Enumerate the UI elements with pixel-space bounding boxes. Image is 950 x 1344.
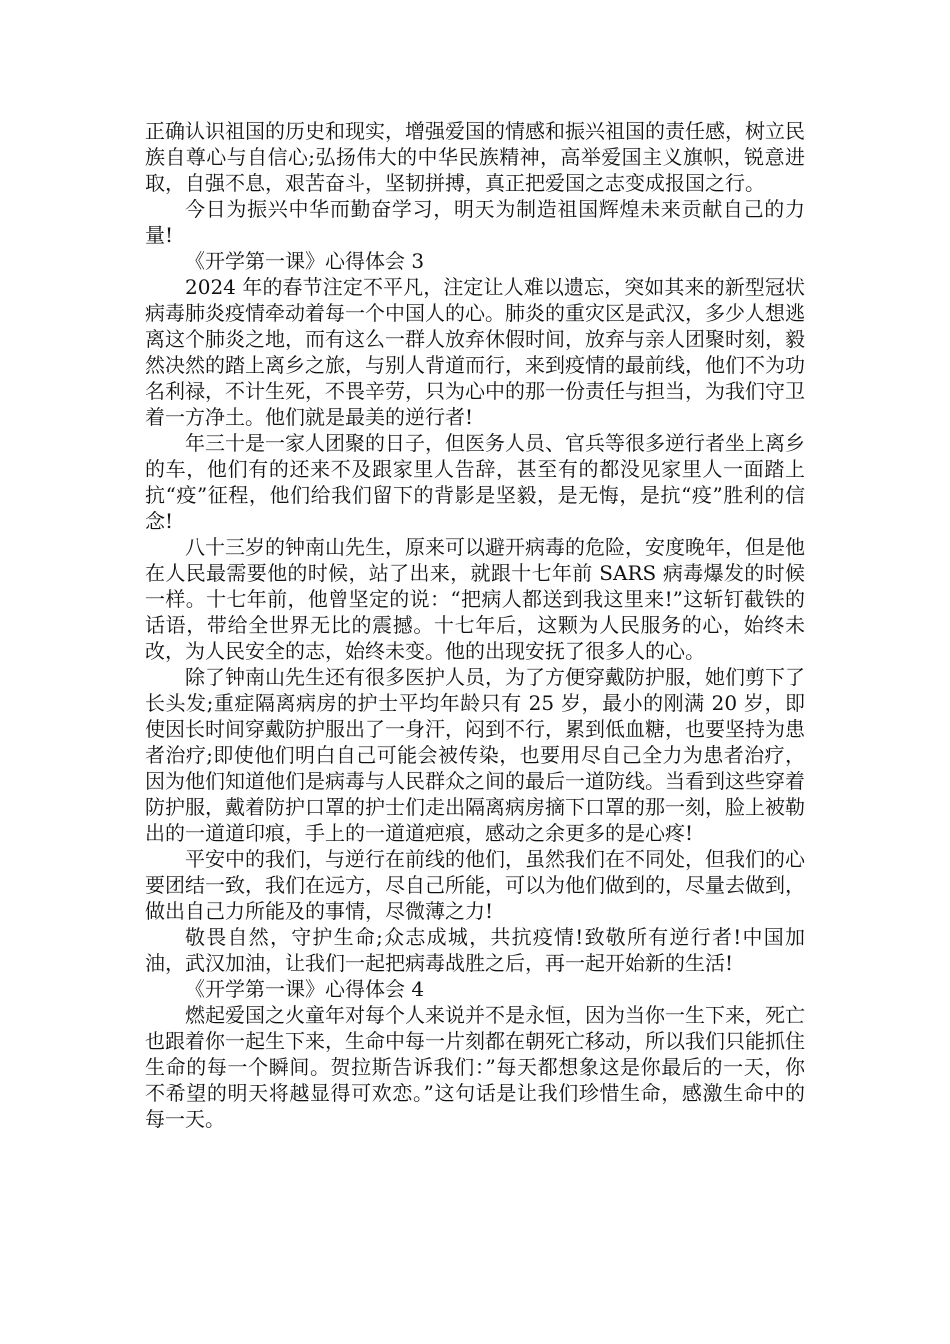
section-heading-4: 《开学第一课》心得体会 4 bbox=[185, 977, 425, 1001]
paragraph: 年三十是一家人团聚的日子，但医务人员、官兵等很多逆行者坐上离乡的车，他们有的还来不及跟家里人告辞，甚至有的都没见家里人一面踏上抗“疫”征程，他们给我们留下的背影是坚毅，是无悔，是抗“疫”胜利的信念! bbox=[145, 431, 805, 533]
paragraph: 2024 年的春节注定不平凡，注定让人难以遗忘，突如其来的新型冠状病毒肺炎疫情牵动着每一个中国人的心。肺炎的重灾区是武汉，多少人想逃离这个肺炎之地，而有这么一群人放弃休假时间，放弃与亲人团聚时刻，毅然决然的踏上离乡之旅，与别人背道而行，来到疫情的最前线，他们不为功名利禄，不计生死，不畏辛劳，只为心中的那一份责任与担当，为我们守卫着一方净土。他们就是最美的逆行者! bbox=[145, 275, 805, 429]
paragraph: 燃起爱国之火童年对每个人来说并不是永恒，因为当你一生下来，死亡也跟着你一起生下来，生命中每一片刻都在朝死亡移动，所以我们只能抓住生命的每一个瞬间。贺拉斯告诉我们：”每天都想象这是你最后的一天，你不希望的明天将越显得可欢恋。”这句话是让我们珍惜生命，感激生命中的每一天。 bbox=[145, 1003, 805, 1131]
paragraph: 平安中的我们，与逆行在前线的他们，虽然我们在不同处，但我们的心要团结一致，我们在远方，尽自己所能，可以为他们做到的，尽量去做到，做出自己力所能及的事情，尽微薄之力! bbox=[145, 847, 805, 923]
document-page bbox=[145, 118, 805, 1132]
paragraph: 八十三岁的钟南山先生，原来可以避开病毒的危险，安度晚年，但是他在人民最需要他的时候，站了出来，就跟十七年前 SARS 病毒爆发的时候一样。十七年前，他曾坚定的说：“把病人都送到我这里来!”这斩钉截铁的话语，带给全世界无比的震撼。十七年后，这颗为人民服务的心，始终未改，为人民安全的志，始终未变。他的出现安抚了很多人的心。 bbox=[145, 535, 805, 663]
section-heading-3: 《开学第一课》心得体会 3 bbox=[185, 249, 425, 273]
paragraph: 除了钟南山先生还有很多医护人员，为了方便穿戴防护服，她们剪下了长头发;重症隔离病房的护士平均年龄只有 25 岁，最小的刚满 20 岁，即使因长时间穿戴防护服出了一身汗，闷到不行，累到低血糖，也要坚持为患者治疗;即使他们明白自己可能会被传染，也要用尽自己全力为患者治疗，因为他们知道他们是病毒与人民群众之间的最后一道防线。当看到这些穿着防护服，戴着防护口罩的护士们走出隔离病房摘下口罩的那一刻，脸上被勒出的一道道印痕，手上的一道道疤痕，感动之余更多的是心疼! bbox=[145, 665, 805, 845]
paragraph: 今日为振兴中华而勤奋学习，明天为制造祖国辉煌未来贡献自己的力量! bbox=[145, 197, 805, 247]
paragraph-continued: 正确认识祖国的历史和现实，增强爱国的情感和振兴祖国的责任感，树立民族自尊心与自信心;弘扬伟大的中华民族精神，高举爱国主义旗帜，锐意进取，自强不息，艰苦奋斗，坚韧拼搏，真正把爱国之志变成报国之行。 bbox=[145, 119, 805, 195]
paragraph: 敬畏自然，守护生命;众志成城，共抗疫情!致敬所有逆行者!中国加油，武汉加油，让我们一起把病毒战胜之后，再一起开始新的生活! bbox=[145, 925, 805, 975]
